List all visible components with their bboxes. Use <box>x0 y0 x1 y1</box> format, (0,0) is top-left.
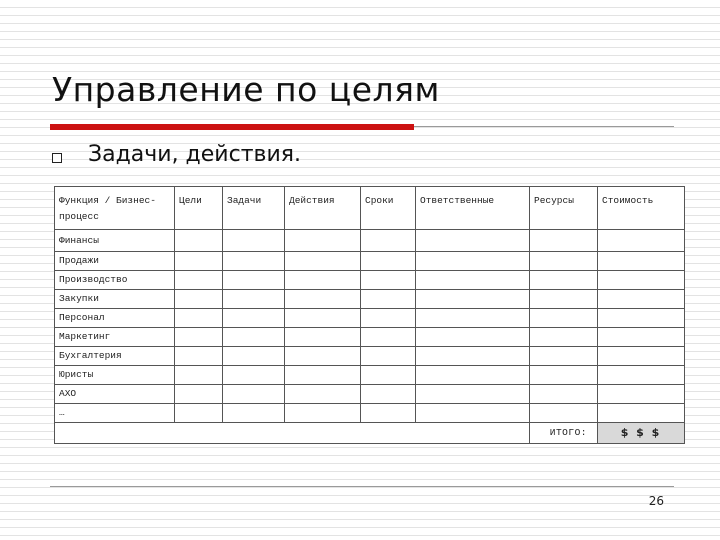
page-number: 26 <box>648 494 664 508</box>
bullet-square-icon <box>52 153 62 163</box>
table-cell <box>361 366 416 385</box>
table-cell <box>598 385 685 404</box>
table-cell <box>285 290 361 309</box>
table-cell <box>530 230 598 252</box>
table-row <box>55 271 685 290</box>
table-cell <box>223 309 285 328</box>
row-label-legal: Юристы <box>55 366 175 385</box>
table-cell <box>175 290 223 309</box>
table-cell <box>223 290 285 309</box>
table-row <box>55 404 685 423</box>
table-cell <box>530 404 598 423</box>
row-label-finance: Финансы <box>55 230 175 252</box>
total-label: ИТОГО: <box>530 423 598 444</box>
table-cell <box>416 309 530 328</box>
table-cell <box>285 366 361 385</box>
table-cell <box>361 385 416 404</box>
table-cell <box>285 230 361 252</box>
goals-table <box>54 186 685 444</box>
table-cell <box>361 230 416 252</box>
table-cell <box>416 252 530 271</box>
table-cell <box>598 230 685 252</box>
table-cell <box>223 252 285 271</box>
column-header-actions: Действия <box>285 187 361 230</box>
table-cell <box>530 328 598 347</box>
table-cell <box>285 347 361 366</box>
table-cell <box>361 347 416 366</box>
table-cell <box>175 309 223 328</box>
table-cell <box>285 328 361 347</box>
table-row <box>55 328 685 347</box>
table-cell <box>223 347 285 366</box>
table-cell <box>175 347 223 366</box>
table-cell <box>416 230 530 252</box>
column-header-tasks: Задачи <box>223 187 285 230</box>
table-cell <box>223 404 285 423</box>
table-cell <box>175 328 223 347</box>
row-label-ellipsis: … <box>55 404 175 423</box>
table-cell <box>223 271 285 290</box>
total-row <box>55 423 685 444</box>
column-header-cost: Стоимость <box>598 187 685 230</box>
table-cell <box>530 347 598 366</box>
table-cell <box>598 252 685 271</box>
column-header-responsible: Ответственные <box>416 187 530 230</box>
table-cell <box>416 385 530 404</box>
table-cell <box>223 385 285 404</box>
table-cell <box>598 366 685 385</box>
table-cell <box>285 271 361 290</box>
table-cell <box>598 309 685 328</box>
table-header-row <box>55 187 685 230</box>
table-cell <box>530 309 598 328</box>
table-cell <box>416 347 530 366</box>
table-cell <box>598 328 685 347</box>
table-cell <box>175 271 223 290</box>
table-cell <box>223 366 285 385</box>
table-cell <box>175 366 223 385</box>
slide-title: Управление по целям <box>52 70 440 109</box>
row-label-purchasing: Закупки <box>55 290 175 309</box>
row-label-admin: АХО <box>55 385 175 404</box>
row-label-production: Производство <box>55 271 175 290</box>
table-cell <box>416 290 530 309</box>
column-header-resources: Ресурсы <box>530 187 598 230</box>
table-cell <box>598 271 685 290</box>
column-header-goals: Цели <box>175 187 223 230</box>
table-cell <box>223 328 285 347</box>
table-cell <box>530 366 598 385</box>
table-cell <box>175 404 223 423</box>
column-header-deadlines: Сроки <box>361 187 416 230</box>
table-row <box>55 290 685 309</box>
row-label-personnel: Персонал <box>55 309 175 328</box>
table-cell <box>361 252 416 271</box>
table-cell <box>361 271 416 290</box>
table-row <box>55 309 685 328</box>
table-cell <box>598 404 685 423</box>
table-row <box>55 385 685 404</box>
table-cell <box>285 252 361 271</box>
table-cell <box>175 252 223 271</box>
table-row <box>55 366 685 385</box>
title-underline-accent <box>50 124 414 130</box>
table-cell <box>223 230 285 252</box>
table-cell <box>416 328 530 347</box>
table-cell <box>416 404 530 423</box>
bullet-text: Задачи, действия. <box>88 142 302 167</box>
total-value: $ $ $ <box>598 423 685 444</box>
table-cell <box>416 366 530 385</box>
table-cell <box>285 404 361 423</box>
table-cell <box>175 385 223 404</box>
table-cell <box>530 385 598 404</box>
table-row <box>55 230 685 252</box>
table-row <box>55 347 685 366</box>
goals-table-container <box>54 186 684 444</box>
table-cell <box>530 271 598 290</box>
table-cell <box>285 309 361 328</box>
table-row <box>55 252 685 271</box>
table-cell <box>361 404 416 423</box>
table-cell <box>598 347 685 366</box>
table-cell <box>530 290 598 309</box>
table-cell <box>530 252 598 271</box>
table-cell <box>361 328 416 347</box>
table-cell <box>416 271 530 290</box>
table-cell <box>361 309 416 328</box>
column-header-function: Функция / Бизнес-процесс <box>55 187 175 230</box>
total-row-spacer <box>55 423 530 444</box>
table-cell <box>175 230 223 252</box>
table-cell <box>285 385 361 404</box>
footer-divider <box>50 486 674 487</box>
table-cell <box>361 290 416 309</box>
table-cell <box>598 290 685 309</box>
row-label-accounting: Бухгалтерия <box>55 347 175 366</box>
row-label-marketing: Маркетинг <box>55 328 175 347</box>
row-label-sales: Продажи <box>55 252 175 271</box>
